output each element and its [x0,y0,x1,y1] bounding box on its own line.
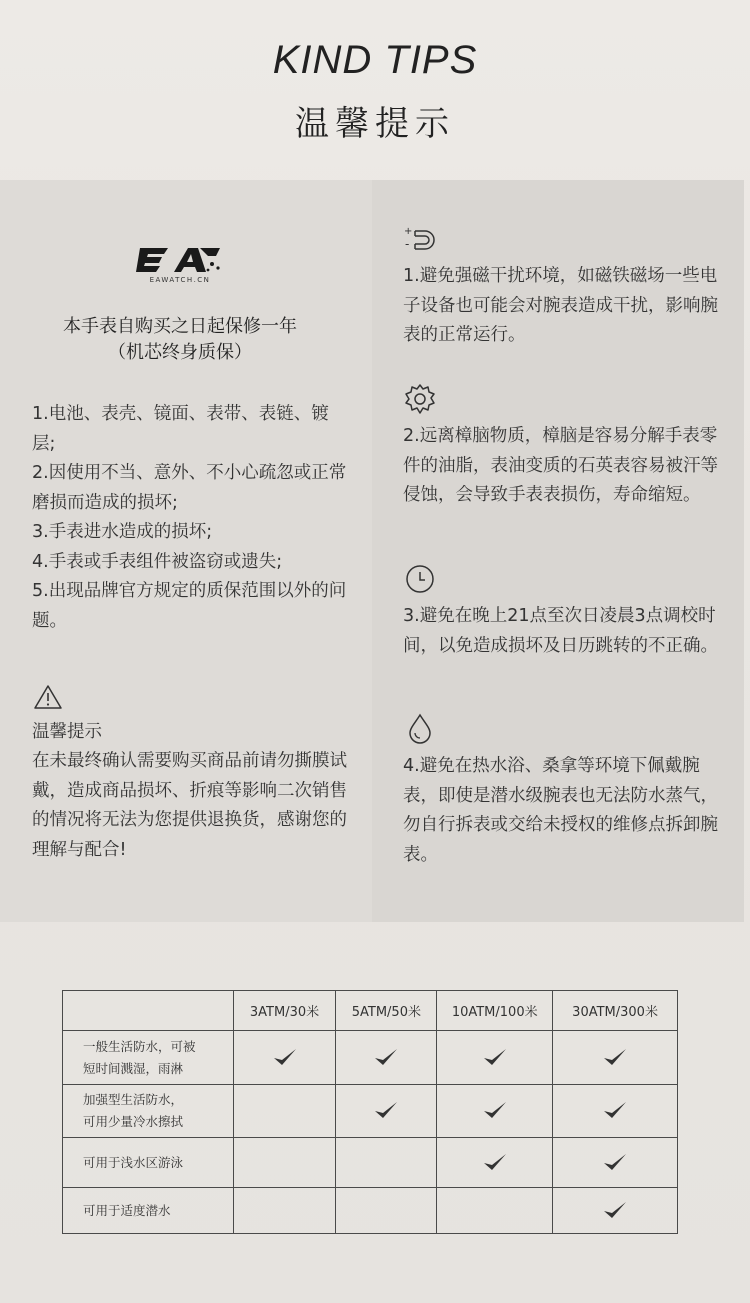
table-cell [437,1085,553,1138]
table-cell [437,1031,553,1085]
table-row-label [63,1031,234,1085]
row-label-line: 一般生活防水，可被 [83,1038,196,1054]
table-cell [233,1138,336,1188]
row-label-line: 短时间溅湿，雨淋 [83,1060,184,1076]
check-icon [602,1100,628,1122]
list-item: 1.电池、表壳、镜面、表带、表链、镀层; [32,404,329,454]
check-icon [602,1200,628,1222]
table-cell [336,1138,437,1188]
title-zh: 温馨提示 [295,104,455,144]
tip-camphor [403,382,723,511]
table-header-row [63,991,678,1031]
tip-text: 3.避免在晚上21点至次日凌晨3点调校时间，以免造成损坏及日历跳转的不正确。 [403,606,718,656]
table-cell [336,1031,437,1085]
row-label-line: 可用于适度潜水 [83,1202,171,1218]
warranty-title-line2: （机芯终身质保） [108,342,252,363]
row-label-line: 可用于浅水区游泳 [83,1154,184,1170]
gear-icon [403,382,437,416]
table-row-label [63,1138,234,1188]
table-cell [233,1085,336,1138]
notice-text: 在未最终确认需要购买商品前请勿撕膜试戴，造成商品损坏、折痕等影响二次销售的情况将无法为您提供退换货，感谢您的理解与配合! [32,751,347,860]
warranty-exclusions-list [32,400,350,636]
check-icon [373,1047,399,1069]
check-icon [602,1152,628,1174]
svg-text:-: - [405,237,410,251]
list-item: 2.因使用不当、意外、不小心疏忽或正常磨损而造成的损坏; [32,463,347,513]
row-label-line: 可用少量冷水擦拭 [83,1114,184,1129]
brand-subtitle: EAWATCH.CN [149,276,211,284]
table-row [63,1138,678,1188]
table-header-cell [63,991,234,1031]
notice-title: 温馨提示 [32,722,102,742]
table-cell [437,1138,553,1188]
tip-text: 2.远离樟脑物质，樟脑是容易分解手表零件的油脂，表油变质的石英表容易被汗等侵蚀，会导致手表表损伤，寿命缩短。 [403,426,718,505]
title-en: KIND TIPS [272,38,478,82]
table-row [63,1031,678,1085]
check-icon [602,1047,628,1069]
warranty-title-line1: 本手表自购买之日起保修一年 [63,316,297,337]
table-cell [553,1031,678,1085]
table-cell [553,1138,678,1188]
table-header-cell: 10ATM/100米 [437,991,553,1031]
table-cell [233,1188,336,1234]
tip-text: 4.避免在热水浴、桑拿等环境下佩戴腕表，即使是潜水级腕表也无法防水蒸气，勿自行拆表或交给未授权的维修点拆卸腕表。 [403,756,718,865]
water-drop-icon [403,712,437,746]
table-row [63,1188,678,1234]
check-icon [482,1100,508,1122]
check-icon [482,1047,508,1069]
list-item: 5.出现品牌官方规定的质保范围以外的问题。 [32,581,347,631]
warning-icon [33,684,63,710]
magnet-icon [403,222,437,256]
table-cell [437,1188,553,1234]
table-header-cell: 3ATM/30米 [233,991,336,1031]
clock-icon [403,562,437,596]
table-cell [233,1031,336,1085]
check-icon [373,1100,399,1122]
list-item: 3.手表进水造成的损坏; [32,522,213,542]
table-row-label [63,1188,234,1234]
table-cell [336,1188,437,1234]
water-resistance-table [62,990,678,1234]
table-row [63,1085,678,1138]
tip-time [403,562,723,661]
table-header-cell: 30ATM/300米 [553,991,678,1031]
page-header [0,0,750,180]
tip-magnet [403,222,723,351]
table-row-label [63,1085,234,1138]
table-cell [553,1188,678,1234]
row-label-line: 加强型生活防水， [83,1092,184,1107]
warranty-title [0,314,360,366]
tip-text: 1.避免强磁干扰环境，如磁铁磁场一些电子设备也可能会对腕表造成干扰，影响腕表的正常运行。 [403,266,718,345]
tip-water [403,712,723,870]
table-header-cell: 5ATM/50米 [336,991,437,1031]
svg-text:+: + [404,226,413,237]
check-icon [272,1047,298,1069]
table-cell [336,1085,437,1138]
list-item: 4.手表或手表组件被盗窃或遗失; [32,551,283,572]
check-icon [482,1152,508,1174]
table-cell [553,1085,678,1138]
